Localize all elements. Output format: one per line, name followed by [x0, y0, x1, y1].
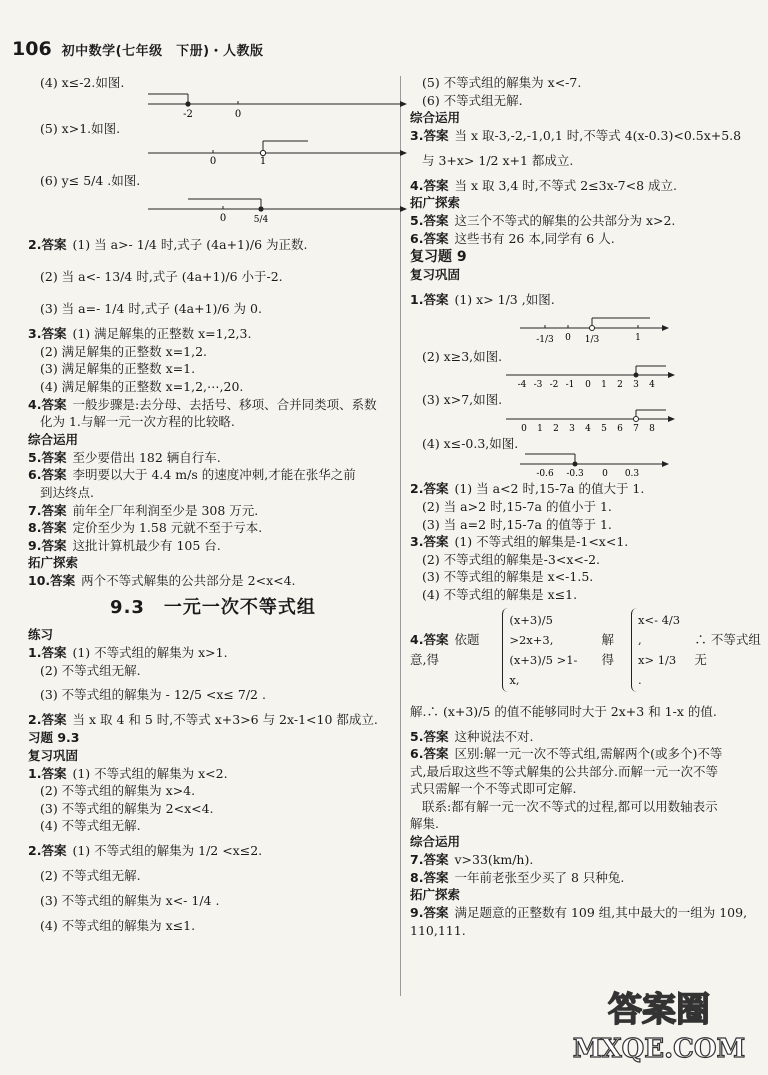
answer-line: (6) y≤ 5/4 .如图.: [40, 173, 141, 189]
answer-item-10: 10.答案 两个不等式解集的公共部分是 2<x<4.: [28, 573, 296, 589]
tick-label: 0: [219, 213, 227, 225]
answer-line: (2) 满足解集的正整数 x=1,2.: [40, 343, 208, 359]
answer-line: (3) 当 a=2 时,15-7a 的值等于 1.: [422, 516, 612, 532]
tick-label: -2: [183, 108, 193, 120]
answer-item-3: 3.答案 当 x 取-3,-2,-1,0,1 时,不等式 4(x-0.3)<0.5x+5.8: [410, 128, 742, 144]
review-item-5: 5.答案 这种说法不对.: [410, 728, 534, 744]
answer-item-4: 4.答案 当 x 取 3,4 时,不等式 2≤3x-7<8 成立.: [410, 177, 677, 193]
tick-label: 0: [209, 156, 217, 166]
review-item-1: 1.答案 (1) x> 1/3 ,如图.: [410, 291, 555, 307]
review-item-4: 4.答案 依题意,得 (x+3)/5 >2x+3, (x+3)/5 >1-x, 解得 x<- 4/3 , x> 1/3 . ∴ 不等式组无: [410, 608, 762, 692]
tick-label: 1: [537, 423, 543, 434]
subheading: 拓广探索: [28, 555, 79, 571]
answer-line: 解.∴ (x+3)/5 的值不能够同时大于 2x+3 和 1-x 的值.: [410, 703, 717, 719]
watermark-text: 答案圈: [608, 990, 710, 1030]
answer-line: 110,111.: [410, 922, 466, 938]
review-item-3: 3.答案 (1) 不等式组的解集是-1<x<1.: [410, 534, 629, 550]
review-item-7: 7.答案 v>33(km/h).: [410, 852, 534, 868]
number-line: [148, 92, 408, 120]
exercise-item-1: 1.答案 (1) 不等式组的解集为 x<2.: [28, 765, 228, 781]
tick-label: 8: [649, 423, 655, 434]
tick-label: 1: [259, 156, 267, 166]
inequality-system: (x+3)/5 >2x+3, (x+3)/5 >1-x,: [502, 608, 593, 692]
answer-line: 式只需解一个不等式即可定解.: [410, 781, 577, 797]
tick-label: 0.3: [624, 469, 640, 480]
answer-line: (4) x≤-2.如图.: [40, 75, 125, 90]
tick-label: 4: [585, 423, 591, 434]
exercise-item-2: 2.答案 (1) 不等式组的解集为 1/2 <x≤2.: [28, 843, 263, 859]
answer-line: 化为 1.与解一元一次方程的比较略.: [40, 414, 235, 430]
subheading: 综合运用: [28, 431, 79, 447]
answer-line: (2) 不等式组无解.: [40, 662, 141, 678]
tick-label: 0: [234, 108, 242, 120]
review-item-8: 8.答案 一年前老张至少买了 8 只种兔.: [410, 869, 625, 885]
tick-label: 1: [635, 332, 641, 343]
answer-line: (4) 不等式组的解集是 x≤1.: [422, 586, 578, 602]
answer-item-4: 4.答案 一般步骤是:去分母、去括号、移项、合并同类项、系数: [28, 396, 377, 412]
solution-system: x<- 4/3 , x> 1/3 .: [631, 608, 686, 692]
answer-item-9: 9.答案 这批计算机最少有 105 台.: [28, 537, 221, 553]
number-line: [148, 197, 408, 229]
review-item-2: 2.答案 (1) 当 a<2 时,15-7a 的值大于 1.: [410, 481, 645, 497]
answer-line: (2) 不等式组无解.: [40, 868, 141, 884]
tick-label: 3: [633, 380, 639, 391]
tick-label: -4: [517, 380, 527, 391]
tick-label: -3: [533, 380, 543, 391]
section-title: 9.3 一元一次不等式组: [110, 596, 316, 618]
tick-label: 0: [565, 332, 571, 343]
tick-label: -0.3: [566, 469, 584, 480]
answer-item-6: 6.答案 李明要以大于 4.4 m/s 的速度冲刺,才能在张华之前: [28, 467, 356, 483]
answer-line: (4) 满足解集的正整数 x=1,2,⋯,20.: [40, 378, 244, 394]
answer-item-5: 5.答案 至少要借出 182 辆自行车.: [28, 449, 221, 465]
answer-item-8: 8.答案 定价至少为 1.58 元就不至于亏本.: [28, 520, 263, 536]
tick-label: 0: [602, 469, 608, 480]
answer-line: (3) 不等式组的解集为 - 12/5 <x≤ 7/2 .: [40, 687, 266, 703]
tick-label: 0: [585, 380, 591, 391]
answer-item-7: 7.答案 前年全厂年利润至少是 308 万元.: [28, 502, 259, 518]
answer-line: (3) 不等式组的解集是 x<-1.5.: [422, 569, 594, 585]
answer-line: (5) 不等式组的解集为 x<-7.: [422, 75, 582, 90]
number-line: [506, 365, 676, 391]
tick-label: -1/3: [536, 334, 554, 345]
answer-line: (2) x≥3,如图.: [422, 348, 503, 364]
right-column: [410, 74, 762, 939]
tick-label: 5/4: [253, 215, 269, 226]
answer-line: (2) 不等式组的解集为 x>4.: [40, 783, 196, 799]
subheading: 复习巩固: [410, 266, 461, 282]
subheading: 综合运用: [410, 834, 461, 850]
page-header: [12, 38, 264, 60]
tick-label: -2: [549, 380, 559, 391]
watermark-url: MXQE.COM: [572, 1034, 746, 1064]
answer-line: (5) x>1.如图.: [40, 120, 121, 136]
answer-line: (4) x≤-0.3,如图.: [422, 435, 519, 451]
left-column: [28, 74, 398, 934]
answer-line: 式,最后取这些不等式解集的公共部分.而解一元一次不等: [410, 763, 718, 779]
subheading: 练习: [28, 626, 54, 642]
book-title: 初中数学(七年级 下册)・人教版: [61, 44, 264, 59]
practice-item-2: 2.答案 当 x 取 4 和 5 时,不等式 x+3>6 与 2x-1<10 都成立.: [28, 712, 378, 728]
practice-item-1: 1.答案 (1) 不等式组的解集为 x>1.: [28, 644, 228, 660]
answer-line: (3) 当 a=- 1/4 时,式子 (4a+1)/6 为 0.: [40, 301, 262, 317]
page-number: 106: [12, 38, 52, 60]
tick-label: 1/3: [584, 334, 600, 345]
tick-label: 4: [649, 380, 655, 391]
answer-line: (2) 当 a<- 13/4 时,式子 (4a+1)/6 小于-2.: [40, 269, 283, 285]
tick-label: 5: [601, 423, 607, 434]
answer-line: (2) 当 a>2 时,15-7a 的值小于 1.: [422, 498, 612, 514]
tick-label: 7: [633, 423, 639, 434]
answer-line: (3) 满足解集的正整数 x=1.: [40, 361, 196, 377]
answer-item-3: 3.答案 (1) 满足解集的正整数 x=1,2,3.: [28, 326, 252, 342]
number-line: [506, 409, 676, 435]
answer-line: (4) 不等式组无解.: [40, 818, 141, 834]
tick-label: -0.6: [536, 469, 554, 480]
answer-line: 与 3+x> 1/2 x+1 都成立.: [422, 152, 574, 168]
answer-line: (3) 不等式组的解集为 x<- 1/4 .: [40, 892, 220, 908]
review-item-6: 6.答案 区别:解一元一次不等式组,需解两个(或多个)不等: [410, 746, 723, 762]
tick-label: 2: [553, 423, 559, 434]
answer-line: (3) x>7,如图.: [422, 392, 503, 408]
subheading: 复习巩固: [28, 747, 79, 763]
number-line: [520, 316, 670, 348]
answer-line: (6) 不等式组无解.: [422, 92, 523, 108]
tick-label: 6: [617, 423, 623, 434]
tick-label: -1: [565, 380, 575, 391]
answer-line: 到达终点.: [40, 484, 94, 500]
answer-line: (2) 不等式组的解集是-3<x<-2.: [422, 551, 601, 567]
tick-label: 1: [601, 380, 607, 391]
answer-item-2: 2.答案 (1) 当 a>- 1/4 时,式子 (4a+1)/6 为正数.: [28, 237, 308, 253]
answer-line: 联系:都有解一元一次不等式的过程,都可以用数轴表示: [422, 798, 718, 814]
watermark-logo: [564, 981, 754, 1065]
answer-item-5: 5.答案 这三个不等式的解集的公共部分为 x>2.: [410, 213, 676, 229]
tick-label: 0: [521, 423, 527, 434]
number-line: [148, 137, 408, 165]
number-line: [520, 452, 670, 480]
subheading: 拓广探索: [410, 195, 461, 211]
answer-item-6: 6.答案 这些书有 26 本,同学有 6 人.: [410, 230, 615, 246]
answer-line: 解集.: [410, 816, 439, 832]
answer-line: (4) 不等式组的解集为 x≤1.: [40, 917, 196, 933]
subheading: 习题 9.3: [28, 729, 80, 745]
answer-line: (3) 不等式组的解集为 2<x<4.: [40, 800, 214, 816]
subheading: 综合运用: [410, 110, 461, 126]
subheading: 拓广探索: [410, 887, 461, 903]
review-item-9: 9.答案 满足题意的正整数有 109 组,其中最大的一组为 109,: [410, 905, 748, 921]
tick-label: 2: [617, 380, 623, 391]
tick-label: 3: [569, 423, 575, 434]
subheading: 复习题 9: [410, 248, 467, 265]
